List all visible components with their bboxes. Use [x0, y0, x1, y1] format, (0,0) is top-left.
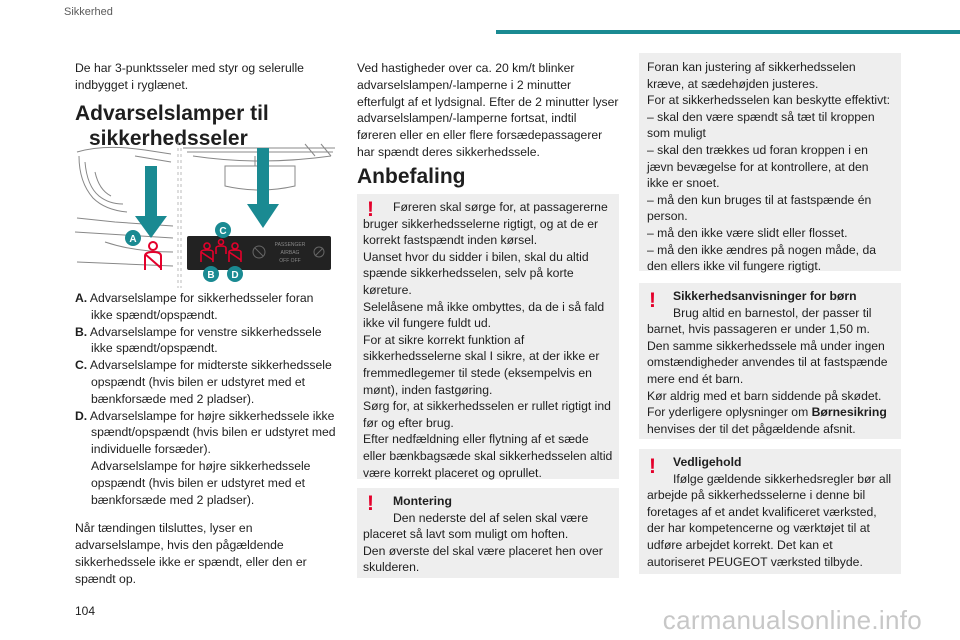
recommendation-paragraph: Uanset hvor du sidder i bilen, skal du altid spænde sikkerhedsselen, selv på korte køreture.	[363, 249, 589, 297]
legend-text: Advarselslampe for højre sikkerhedssele ikke spændt/opspændt (hvis bilen er udstyret med individuelle forsæder).	[89, 408, 336, 457]
legend-item-a	[75, 290, 337, 324]
adjustment-list-item: – skal den være spændt så tæt til kroppen som muligt	[647, 109, 875, 141]
seatbelt-icon-a	[145, 242, 161, 270]
recommendation-paragraph: Selelåsene må ikke ombyttes, da de i så fald ikke vil fungere fuldt ud.	[363, 299, 605, 331]
legend-text: Advarselslampe for venstre sikkerhedssele ikke spændt/opspændt.	[89, 324, 322, 356]
adjustment-list-item: – må den kun bruges til at fastspænde én person.	[647, 192, 872, 224]
seatbelt-warning-illustration	[75, 142, 337, 288]
intro-text: De har 3-punktsseler med styr og selerulle indbygget i ryglænet.	[75, 61, 304, 92]
legend-item-c	[75, 357, 337, 407]
legend-key: C.	[75, 358, 88, 373]
panel-text-2: AIRBAG	[280, 250, 300, 256]
warning-icon: !	[649, 455, 656, 478]
maintenance-paragraph: Ifølge gældende sikkerhedsregler bør all arbejde på sikkerhedsselerne i denne bil foretages af et andet kvalificeret værksted, der har kompetencerne og værktøjet til at udføre arbejdet korrekt. Det kan et autoriseret PEUGEOT værksted tilbyde.	[647, 471, 892, 569]
section-title: Sikkerhed	[64, 6, 113, 18]
child-safety-content	[639, 283, 901, 437]
adjustment-list-item: – skal den trækkes ud foran kroppen i en jævn bevægelse for at kontrollere, at den ikke er snoet.	[647, 142, 869, 191]
legend-item-d-extra: Advarselslampe for højre sikkerhedssele opspændt (hvis bilen er udstyret med et bænkforsæde med 2 pladser).	[91, 458, 311, 507]
recommendation-paragraph: Føreren skal sørge for, at passagererne bruger sikkerhedsselerne rigtigt, og at de er korrekt fastspændt inden kørsel.	[363, 200, 608, 248]
adjustment-list-item: – må den ikke ændres på nogen måde, da den ellers ikke vil fungere rigtigt.	[647, 242, 877, 274]
section-heading-line-1: Advarselslamper til	[75, 102, 269, 125]
section-heading-line-2: sikkerhedsseler	[89, 127, 248, 150]
child-safety-link: Børnesikring	[811, 405, 887, 420]
legend-item-b	[75, 324, 337, 358]
overhead-warning-panel	[187, 236, 331, 270]
adjustment-paragraph: For at sikkerhedsselen kan beskytte effektivt:	[647, 93, 890, 108]
warning-icon: !	[367, 198, 374, 221]
legend-list	[75, 290, 337, 588]
mounting-paragraph: Den øverste del skal være placeret hen over skulderen.	[363, 543, 603, 575]
callout-c-label: C	[219, 226, 227, 237]
adjustment-list-item: – må den ikke være slidt eller flosset.	[647, 225, 848, 240]
child-safety-reference	[647, 404, 893, 437]
recommendation-paragraph: Efter nedfældning eller flytning af et sæde eller bænkbagsæde skal sikkerhedsselen altid være korrekt placeret og oprullet.	[363, 432, 613, 480]
maintenance-title: Vedligehold	[673, 455, 742, 469]
maintenance-box	[639, 449, 901, 574]
panel-text-1: PASSENGER	[274, 242, 306, 248]
header-accent-bar	[496, 30, 960, 34]
adjustment-content	[639, 53, 901, 275]
maintenance-content	[639, 449, 901, 570]
child-safety-box	[639, 283, 901, 439]
pointer-c	[247, 148, 279, 228]
mounting-title: Montering	[393, 494, 452, 508]
legend-key: B.	[75, 324, 88, 339]
closing-text: Når tændingen tilsluttes, lyser en advarselslampe, hvis den pågældende sikkerhedssele ikke er spændt, eller den er spændt op.	[75, 521, 307, 586]
speed-warning-text: Ved hastigheder over ca. 20 km/t blinker advarselslampen/-lamperne i 2 minutter efterfulgt af et lydsignal. Efter de 2 minutter lyser advarselslampen/-lamperne fortsat, indtil føreren eller en eller flere forsædepassagerer har spændt deres sikkerhedssele.	[357, 61, 619, 159]
child-safety-paragraph: Brug altid en barnestol, der passer til barnet, hvis passageren er under 1,50 m.	[647, 305, 872, 337]
recommendation-heading: Anbefaling	[357, 165, 466, 188]
panel-text-3: OFF OFF	[279, 258, 301, 264]
callout-b-label: B	[207, 270, 215, 281]
left-dashboard-sketch	[75, 142, 178, 288]
child-safety-title: Sikkerhedsanvisninger for børn	[673, 289, 857, 303]
watermark: carmanualsonline.info	[662, 605, 922, 635]
recommendation-box	[357, 194, 619, 479]
reference-suffix: henvises der til det pågældende afsnit.	[647, 421, 856, 436]
recommendation-paragraph: For at sikre korrekt funktion af sikkerhedsselerne skal I sikre, at der ikke er fremmedlegemer til stede (eksempelvis en mønt), inden fastgøring.	[363, 332, 600, 397]
page-number: 104	[75, 604, 96, 618]
mounting-content	[357, 488, 619, 576]
legend-key: D.	[75, 408, 88, 423]
legend-text: Advarselslampe for midterste sikkerhedssele opspændt (hvis bilen er udstyret med et bænkforsæde med 2 pladser).	[89, 358, 332, 406]
legend-key: A.	[75, 291, 88, 305]
warning-icon: !	[649, 289, 656, 312]
recommendation-content	[357, 194, 619, 481]
reference-prefix: For yderligere oplysninger om	[647, 405, 812, 420]
legend-text: Advarselslampe for sikkerhedsseler foran ikke spændt/opspændt.	[89, 291, 314, 322]
recommendation-paragraph: Sørg for, at sikkerhedsselen er rullet rigtigt ind før og efter brug.	[363, 399, 611, 430]
mounting-box	[357, 488, 619, 578]
child-safety-paragraph: Kør aldrig med et barn siddende på skødet.	[647, 388, 882, 403]
adjustment-paragraph: Foran kan justering af sikkerhedsselen kræve, at sædehøjden justeres.	[647, 60, 856, 91]
callout-a-label: A	[129, 234, 137, 245]
warning-icon: !	[367, 492, 374, 515]
pointer-a	[135, 166, 167, 238]
mounting-paragraph: Den nederste del af selen skal være placeret så lavt som muligt om hoften.	[363, 510, 589, 542]
callout-d-label: D	[231, 270, 239, 281]
child-safety-paragraph: Den samme sikkerhedssele må under ingen omstændigheder anvendes til at fastspænde mere end ét barn.	[647, 338, 888, 386]
legend-item-d	[75, 408, 337, 458]
adjustment-box	[639, 53, 901, 274]
